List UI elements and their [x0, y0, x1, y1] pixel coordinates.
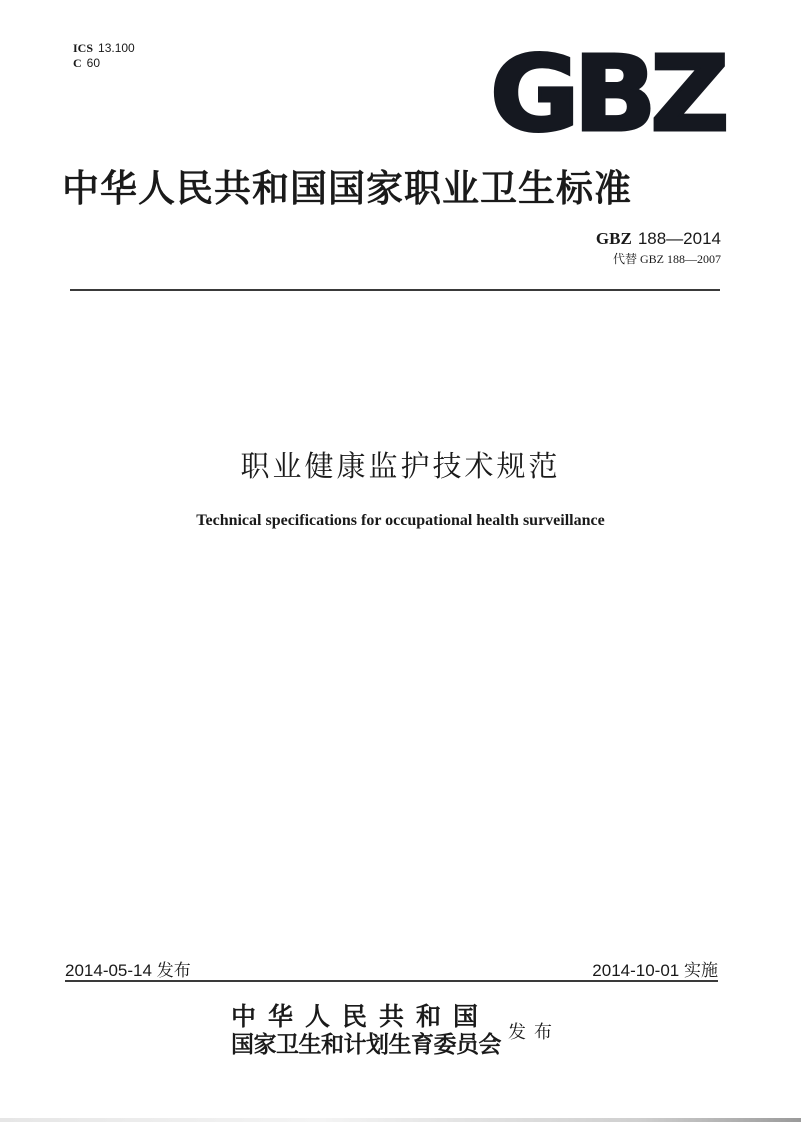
- issuing-authority: [231, 1003, 501, 1059]
- ccs-code: C 60: [73, 56, 101, 70]
- standard-number: GBZ 188—2014: [595, 229, 721, 248]
- standard-category-title: 中华人民共和国国家职业卫生标准: [62, 166, 632, 210]
- document-title-cn: 职业健康监护技术规范: [240, 449, 561, 483]
- issue-verb: 发布: [508, 1022, 560, 1043]
- effective-date: 2014-10-01 实施: [592, 961, 718, 980]
- document-title-en: Technical specifications for occupational health surveillance: [196, 512, 605, 529]
- issuer-line-2: 国家卫生和计划生育委员会: [231, 1031, 501, 1058]
- bottom-divider: [65, 980, 718, 982]
- publish-date: 2014-05-14 发布: [65, 961, 191, 980]
- classification-codes: [73, 41, 135, 71]
- ics-code: ICS 13.100: [73, 41, 135, 55]
- standard-number-block: [596, 229, 721, 267]
- issuer-line-1: 中华人民共和国: [231, 1002, 491, 1031]
- top-divider: [70, 289, 720, 291]
- scan-edge: [0, 1118, 801, 1122]
- replaces-standard: 代替 GBZ 188—2007: [612, 252, 721, 266]
- gbz-logo: GBZ: [490, 33, 724, 155]
